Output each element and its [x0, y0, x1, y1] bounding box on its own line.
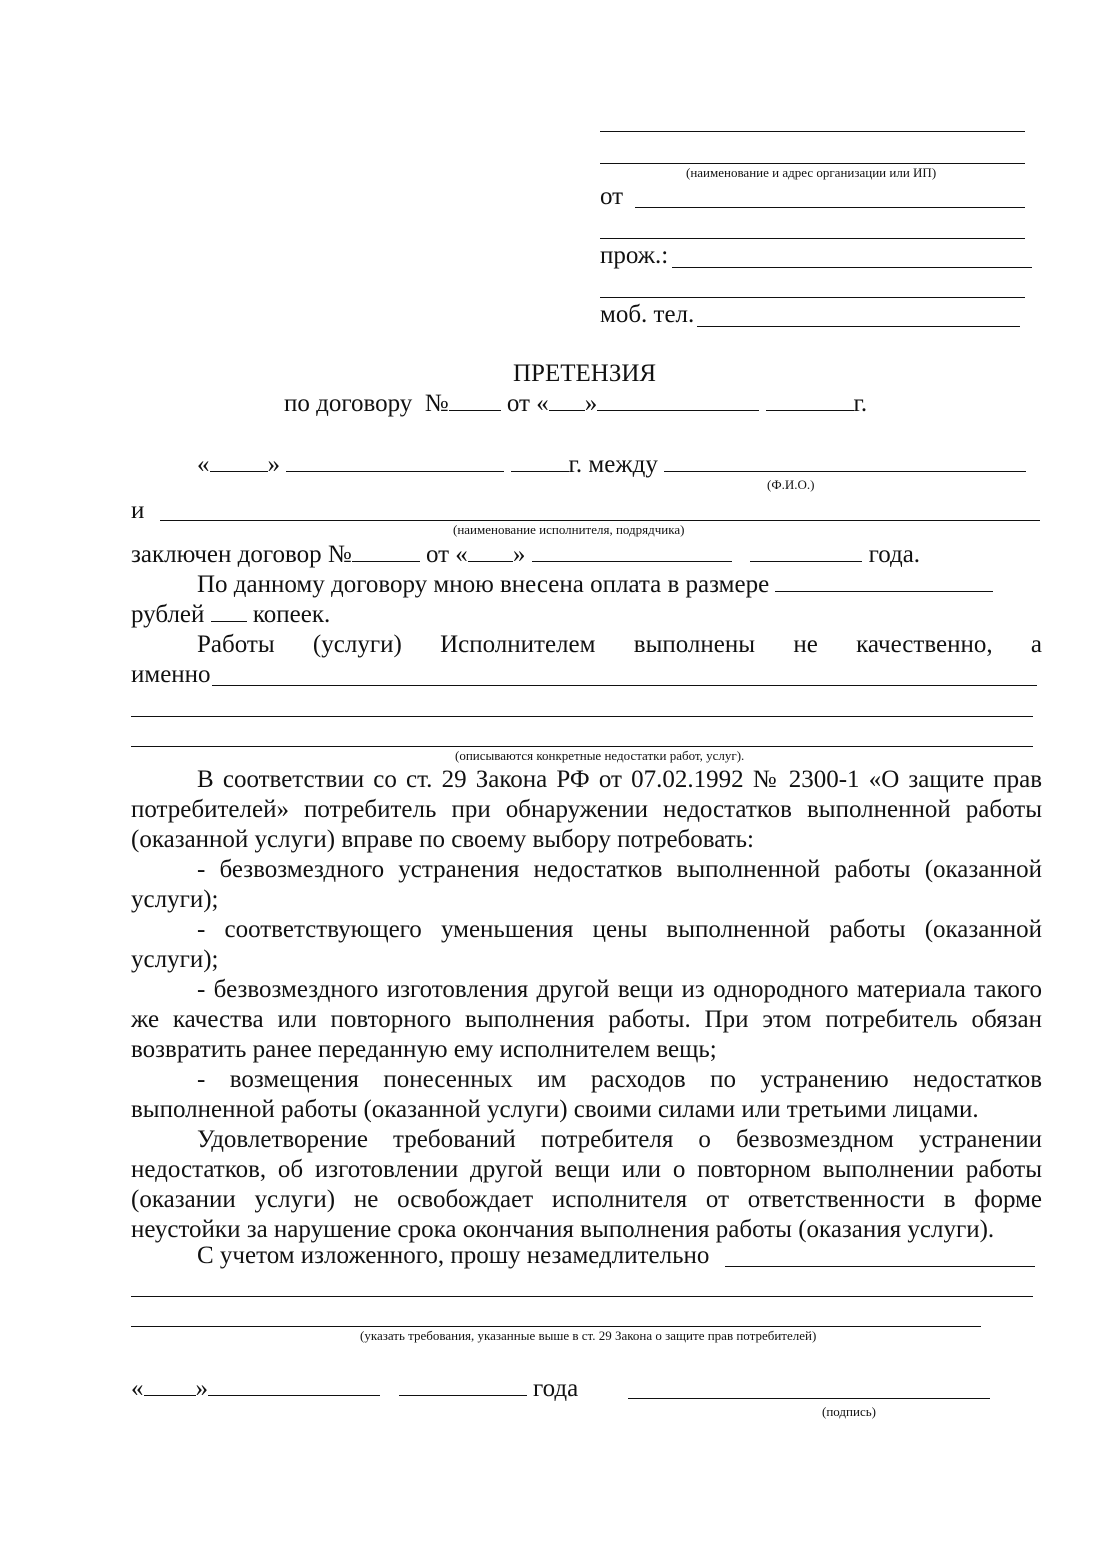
- document-title: ПРЕТЕНЗИЯ: [513, 360, 657, 387]
- concluded-prefix: заключен договор №: [131, 541, 352, 568]
- sig-year-field[interactable]: [399, 1375, 527, 1396]
- contract-year-field[interactable]: [766, 390, 854, 411]
- address-line[interactable]: [672, 267, 1032, 268]
- rubles-label: рублей: [131, 601, 205, 628]
- from-label: от: [600, 183, 624, 210]
- concluded-year-field[interactable]: [750, 541, 862, 562]
- defects-line-1[interactable]: [212, 685, 1037, 686]
- request-line-3[interactable]: [131, 1326, 981, 1327]
- signature-date-line: [131, 1374, 578, 1404]
- intro-day-field[interactable]: [210, 451, 268, 472]
- fio-caption: (Ф.И.О.): [767, 477, 815, 492]
- org-caption: (наименование и адрес организации или ИП): [686, 165, 937, 180]
- contract-number-field[interactable]: [449, 390, 501, 411]
- payment-line-2: [131, 600, 330, 630]
- request-line-2[interactable]: [131, 1296, 1033, 1297]
- sig-day-field[interactable]: [144, 1375, 196, 1396]
- contract-prefix: по договору №: [284, 390, 449, 417]
- defects-line-3[interactable]: [131, 746, 1033, 747]
- concluded-from: от «: [419, 541, 468, 568]
- payment-line: [197, 570, 993, 600]
- contract-close: »: [584, 390, 598, 417]
- concluded-day-field[interactable]: [468, 541, 513, 562]
- request-line-1[interactable]: [725, 1266, 1035, 1267]
- payment-kopecks-field[interactable]: [211, 601, 247, 622]
- paragraph-option-1: - безвозмездного устранения недостатков выполненной работы (оказанной услуги);: [131, 856, 1042, 913]
- contract-reference-line: [284, 389, 867, 419]
- contract-month-field[interactable]: [597, 390, 759, 411]
- sig-close-quote: »: [195, 1375, 208, 1402]
- signature-line[interactable]: [628, 1398, 990, 1399]
- phone-line[interactable]: [697, 326, 1020, 327]
- concluded-month-field[interactable]: [532, 541, 732, 562]
- and-label: и: [131, 497, 145, 524]
- contract-concluded-line: [131, 540, 920, 570]
- signature-caption: (подпись): [822, 1404, 876, 1419]
- paragraph-penalty: Удовлетворение требований потребителя о безвозмездном устранении недостатков, об изготовлении другой вещи или о повторном выполнении работы (оказании услуги) не освобождает исполнителя от ответственности в форме неустойки за нарушение срока окончания выполнения работы (оказания услуги).: [131, 1126, 1042, 1243]
- phone-label: моб. тел.: [600, 301, 695, 328]
- concluded-close: »: [512, 541, 526, 568]
- org-address-line[interactable]: [600, 163, 1025, 164]
- defects-line: Работы (услуги) Исполнителем выполнены не качественно, а: [197, 631, 1042, 658]
- open-quote: «: [197, 451, 210, 478]
- org-name-line[interactable]: [600, 131, 1025, 132]
- defects-caption: (описываются конкретные недостатки работ, услуг).: [455, 748, 745, 763]
- close-quote: »: [267, 451, 280, 478]
- request-caption: (указать требования, указанные выше в ст. 29 Закона о защите прав потребителей): [360, 1328, 817, 1343]
- contract-day-field[interactable]: [549, 390, 585, 411]
- contract-year-suffix: г.: [853, 390, 868, 417]
- address-label: прож.:: [600, 242, 669, 269]
- sig-year-label: года: [533, 1375, 579, 1402]
- payment-rubles-field[interactable]: [775, 571, 993, 592]
- executor-line[interactable]: [160, 520, 1040, 521]
- consumer-fio-field[interactable]: [664, 451, 1026, 472]
- payment-text: По данному договору мною внесена оплата в размере: [197, 571, 770, 598]
- namely-label: именно: [131, 661, 211, 688]
- paragraph-option-2: - соответствующего уменьшения цены выполненной работы (оказанной услуги);: [131, 916, 1042, 973]
- address-line-2[interactable]: [600, 297, 1025, 298]
- concluded-number-field[interactable]: [352, 541, 420, 562]
- intro-date-line: [197, 450, 1026, 480]
- intro-year-field[interactable]: [511, 451, 569, 472]
- sig-month-field[interactable]: [208, 1375, 380, 1396]
- executor-caption: (наименование исполнителя, подрядчика): [453, 522, 685, 537]
- concluded-year-suffix: года.: [862, 541, 921, 568]
- from-name-line-2[interactable]: [600, 238, 1025, 239]
- sig-open-quote: «: [131, 1375, 144, 1402]
- defects-line-2[interactable]: [131, 716, 1033, 717]
- paragraph-option-3: - безвозмездного изготовления другой вещи из однородного материала такого же качества или повторного выполнения работы. При этом потребитель обязан возвратить ранее переданную ему исполнителем вещь;: [131, 976, 1042, 1063]
- from-name-line[interactable]: [635, 207, 1025, 208]
- request-label: С учетом изложенного, прошу незамедлительно: [197, 1242, 710, 1269]
- kopecks-label: копеек.: [252, 601, 331, 628]
- paragraph-law-reference: В соответствии со ст. 29 Закона РФ от 07.02.1992 № 2300-1 «О защите прав потребителей» потребитель при обнаружении недостатков выполненной работы (оказанной услуги) вправе по своему выбору потребовать:: [131, 766, 1042, 853]
- intro-month-field[interactable]: [286, 451, 504, 472]
- legal-body: [131, 765, 1042, 1245]
- paragraph-option-4: - возмещения понесенных им расходов по устранению недостатков выполненной работы (оказанной услуги) своими силами или третьими лицами.: [131, 1066, 1042, 1123]
- contract-from: от «: [500, 390, 549, 417]
- intro-between: г. между: [568, 451, 658, 478]
